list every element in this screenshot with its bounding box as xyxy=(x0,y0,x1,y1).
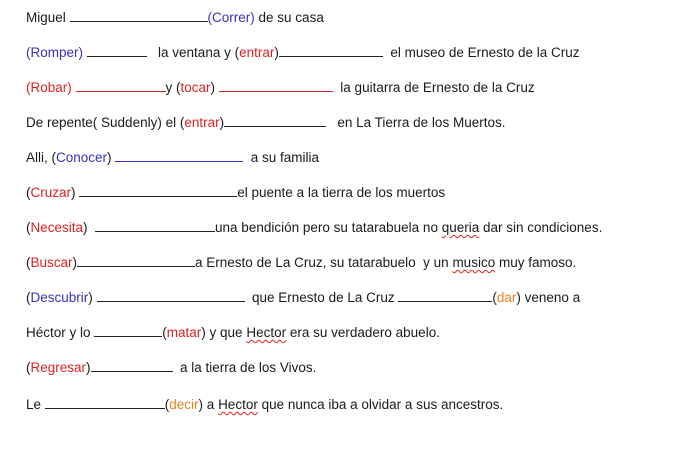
sentence-9 xyxy=(26,288,580,307)
text: ) xyxy=(71,185,80,200)
sentence-2 xyxy=(26,43,579,62)
answer-blank-8[interactable] xyxy=(77,253,195,267)
text: a la tierra de los Vivos. xyxy=(172,360,317,375)
answer-blank-1[interactable] xyxy=(70,8,208,22)
verb-cue: dar xyxy=(496,290,517,305)
text: ) xyxy=(210,80,219,95)
text: ( xyxy=(162,325,167,340)
answer-blank-2a[interactable] xyxy=(87,43,147,57)
verb-cue: (Romper) xyxy=(26,45,84,60)
text: una bendición pero su tatarabuela no xyxy=(215,220,442,235)
answer-blank-12[interactable] xyxy=(45,395,165,409)
answer-blank-9a[interactable] xyxy=(97,288,245,302)
answer-blank-10[interactable] xyxy=(94,323,162,337)
text: ) xyxy=(86,360,91,375)
text: ( xyxy=(164,397,170,412)
text: Héctor y lo xyxy=(26,325,95,340)
text: la guitarra de Ernesto de la Cruz xyxy=(332,80,535,95)
verb-cue: Descubrir xyxy=(30,290,89,305)
verb-cue: Regresar xyxy=(30,360,87,375)
answer-blank-3b[interactable] xyxy=(219,78,333,92)
text: ( xyxy=(492,290,497,305)
verb-cue: Necesita xyxy=(30,220,84,235)
verb-cue: entrar xyxy=(184,115,220,130)
answer-blank-2b[interactable] xyxy=(279,43,383,57)
text: dar sin condiciones. xyxy=(479,220,603,235)
verb-cue: Cruzar xyxy=(30,185,72,200)
text: la ventana y ( xyxy=(146,45,240,60)
text: ( xyxy=(26,255,31,270)
text: ) veneno a xyxy=(516,290,581,305)
sentence-6 xyxy=(26,183,445,202)
answer-blank-11[interactable] xyxy=(91,358,173,372)
text: ) a xyxy=(198,397,219,412)
text: a Ernesto de La Cruz, su tatarabuelo y un xyxy=(195,255,453,270)
sentence-11 xyxy=(26,358,316,377)
sentence-7 xyxy=(26,218,602,237)
text: el museo de Ernesto de la Cruz xyxy=(382,45,580,60)
answer-blank-3a[interactable] xyxy=(76,78,166,92)
text: Le xyxy=(26,397,45,412)
text: en La Tierra de los Muertos. xyxy=(326,115,506,130)
text: ( xyxy=(26,185,31,200)
text: ( xyxy=(26,220,31,235)
answer-blank-7[interactable] xyxy=(95,218,215,232)
text: de su casa xyxy=(254,10,324,25)
text: a su familia xyxy=(243,150,320,165)
text: De repente( Suddenly) el ( xyxy=(26,115,185,130)
spellcheck-word: queria xyxy=(441,220,480,235)
answer-blank-6[interactable] xyxy=(79,183,237,197)
text: muy famoso. xyxy=(495,255,577,270)
text: y ( xyxy=(165,80,181,95)
sentence-10 xyxy=(26,323,440,342)
answer-blank-9b[interactable] xyxy=(398,288,492,302)
text: ( xyxy=(26,360,31,375)
spellcheck-word: Hector xyxy=(218,397,258,412)
text: ) xyxy=(83,220,96,235)
sentence-1 xyxy=(26,8,324,27)
text: ) xyxy=(107,150,116,165)
verb-cue: entrar xyxy=(239,45,275,60)
spellcheck-word: musico xyxy=(452,255,496,270)
text: ) xyxy=(274,45,279,60)
text: ) xyxy=(72,255,78,270)
text: el puente a la tierra de los muertos xyxy=(237,185,446,200)
answer-blank-4[interactable] xyxy=(224,113,326,127)
sentence-4 xyxy=(26,113,505,132)
verb-cue: tocar xyxy=(180,80,211,95)
text: ( xyxy=(26,290,31,305)
text: que nunca iba a olvidar a sus ancestros. xyxy=(257,397,504,412)
sentence-3 xyxy=(26,78,535,97)
answer-blank-5[interactable] xyxy=(115,148,243,162)
sentence-8 xyxy=(26,253,576,272)
text: ) y que xyxy=(201,325,247,340)
verb-cue: Buscar xyxy=(30,255,73,270)
verb-cue: matar xyxy=(166,325,202,340)
text: Alli, ( xyxy=(26,150,56,165)
spellcheck-word: Hector xyxy=(246,325,287,340)
text: era su verdadero abuelo. xyxy=(286,325,440,340)
verb-cue: Conocer xyxy=(56,150,108,165)
verb-cue: (Robar) xyxy=(26,80,72,95)
sentence-12 xyxy=(26,395,503,414)
verb-cue: (Correr) xyxy=(207,10,255,25)
text: ) xyxy=(219,115,225,130)
verb-cue: decir xyxy=(169,397,199,412)
sentence-5 xyxy=(26,148,319,167)
text: ) xyxy=(88,290,97,305)
text: que Ernesto de La Cruz xyxy=(244,290,399,305)
text: Miguel xyxy=(26,10,70,25)
